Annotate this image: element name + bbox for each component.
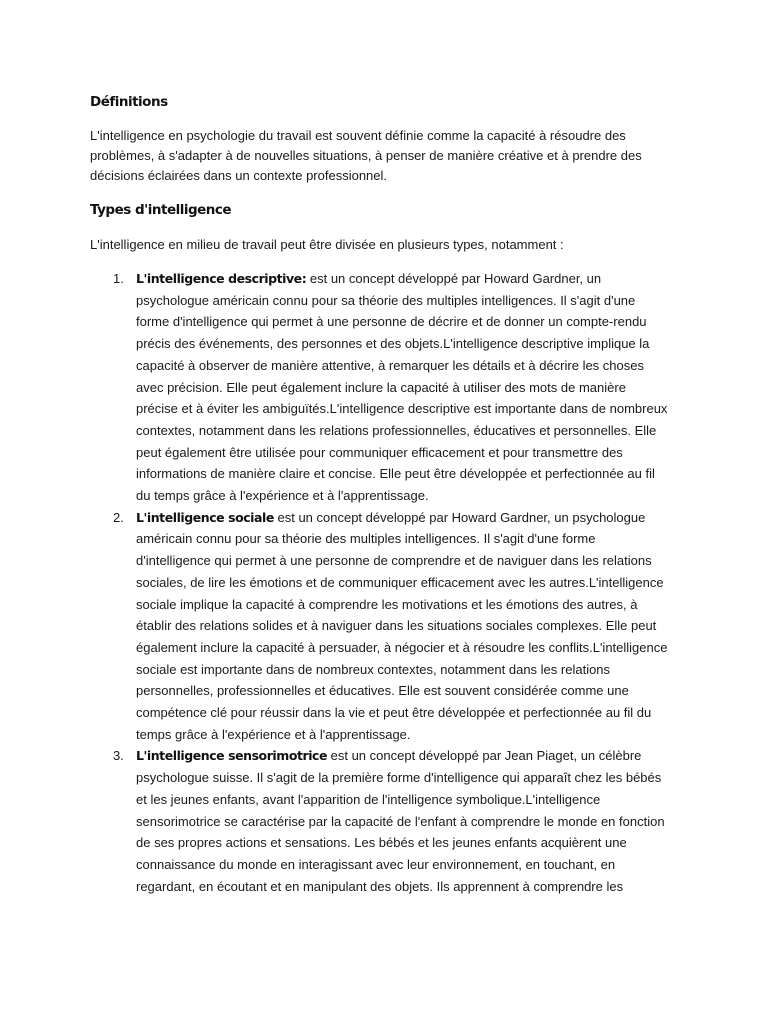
list-item-number: 2.: [113, 509, 124, 525]
list-item-number: 1.: [113, 271, 124, 286]
list-item: [0, 745, 668, 897]
types-intro: L'intelligence en milieu de travail peut être divisée en plusieurs types, notamment :: [90, 237, 564, 252]
list-item: [0, 507, 668, 746]
types-list: [0, 268, 768, 897]
definitions-heading: Définitions: [90, 94, 168, 110]
list-item-body: est un concept développé par Howard Gardner, un psychologue américain connu pour sa théorie des multiples intelligences. Il s'agit d'une forme d'intelligence qui permet à une personne de comprendre et de naviguer dans les relations sociales, de lire les émotions et de communiquer efficacement avec les autres.L'intelligence sociale implique la capacité à comprendre les motivations et les émotions des autres, à établir des relations solides et à naviguer dans les situations sociales complexes. Elle peut également inclure la capacité à persuader, à négocier et à résoudre les conflits.L'intelligence sociale est importante dans de nombreux contextes, notamment dans les relations personnelles, professionnelles et éducatives. Elle est souvent considérée comme une compétence clé pour réussir dans la vie et peut être développée et perfectionnée au fil du temps grâce à l'expérience et à l'apprentissage.: [136, 509, 668, 742]
list-item-number: 3.: [113, 748, 124, 764]
types-heading: Types d'intelligence: [90, 202, 232, 218]
definitions-paragraph: L'intelligence en psychologie du travail est souvent définie comme la capacité à résoudre des problèmes, à s'adapter à de nouvelles situations, à penser de manière créative et à prendre des décisions éclairées dans un contexte professionnel.: [90, 128, 642, 183]
list-item-body: est un concept développé par Jean Piaget, un célèbre psychologue suisse. Il s'agit de la première forme d'intelligence qui apparaît chez les bébés et les jeunes enfants, avant l'apparition de l'intelligence symbolique.L'intelligence sensorimotrice se caractérise par la capacité de l'enfant à comprendre le monde en fonction de ses propres actions et sensations. Les bébés et les jeunes enfants acquièrent une connaissance du monde en interagissant avec leur environnement, en touchant, en regardant, en écoutant et en manipulant des objets. Ils apprennent à comprendre les: [136, 748, 665, 894]
list-item-term: L'intelligence descriptive:: [136, 271, 307, 286]
list-item-term: L'intelligence sensorimotrice: [136, 748, 328, 764]
list-item-body: est un concept développé par Howard Gardner, un psychologue américain connu pour sa théorie des multiples intelligences. Il s'agit d'une forme d'intelligence qui permet à une personne de décrire et de donner un compte-rendu précis des événements, des personnes et des objets.L'intelligence descriptive implique la capacité à observer de manière attentive, à remarquer les détails et à décrire les choses avec précision. Elle peut également inclure la capacité à utiliser des mots de manière précise et à éviter les ambiguïtés.L'intelligence descriptive est importante dans de nombreux contextes, notamment dans les relations professionnelles, éducatives et personnelles. Elle peut également être utilisée pour communiquer efficacement et pour transmettre des informations de manière claire et concise. Elle peut être développée et perfectionnée au fil du temps grâce à l'expérience et à l'apprentissage.: [136, 271, 668, 504]
list-item-term: L'intelligence sociale: [136, 509, 274, 525]
list-item: [0, 268, 668, 507]
